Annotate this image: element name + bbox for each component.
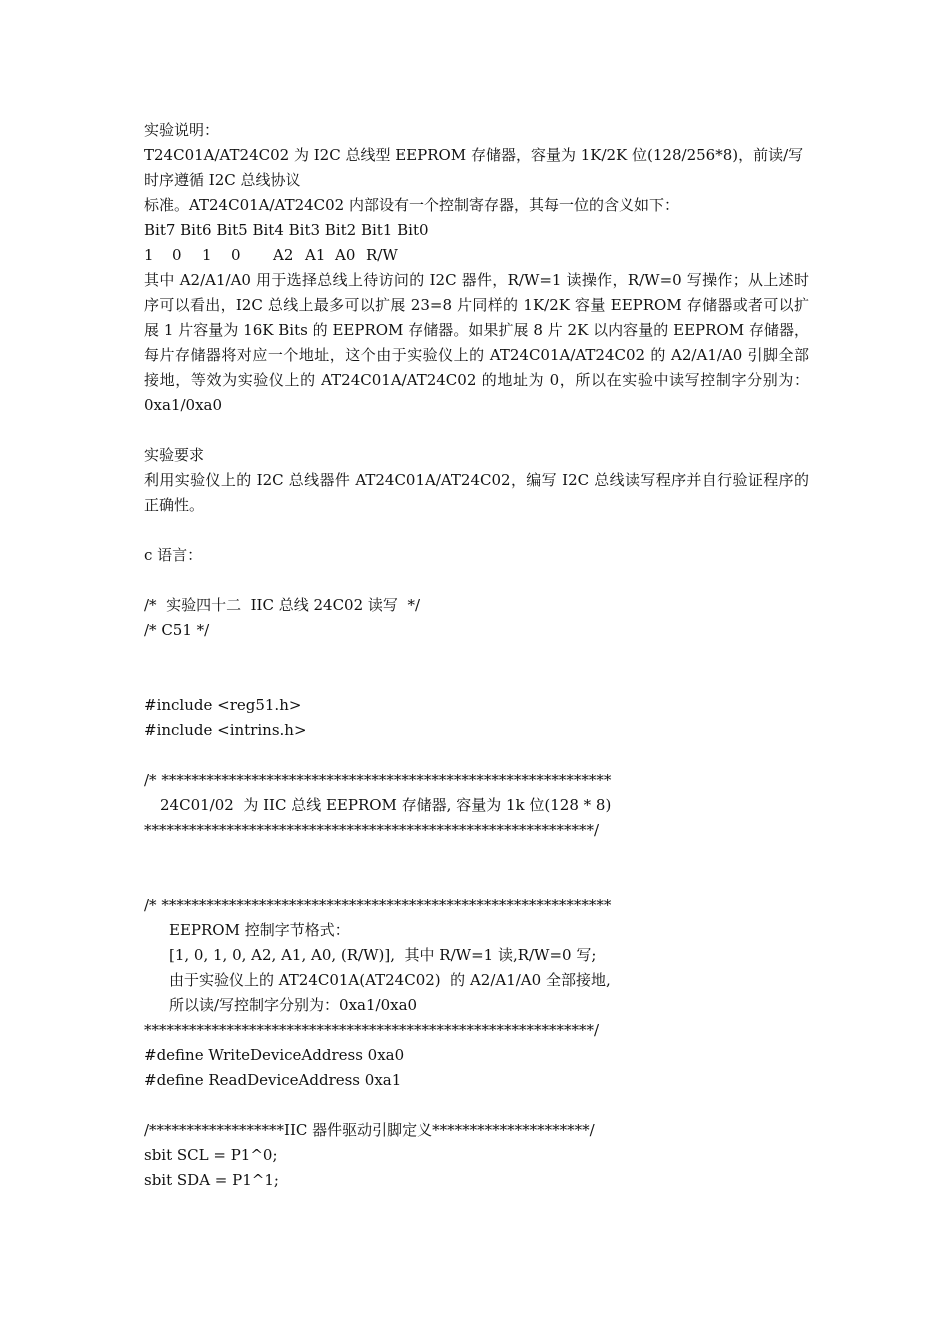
code-define-read-address: #define ReadDeviceAddress 0xa1	[144, 1071, 402, 1089]
code-block2-open: /* ************************************************************	[144, 896, 612, 914]
code-block1-close: ************************************************************/	[144, 821, 600, 839]
code-pin-comment: /******************IIC 器件驱动引脚定义*********************/	[144, 1121, 595, 1139]
bit-value-3: A2	[273, 246, 294, 264]
code-define-write-address: #define WriteDeviceAddress 0xa0	[144, 1046, 405, 1064]
document-content	[144, 118, 809, 1193]
intro-paragraph-line-2: 时序遵循 I2C 总线协议	[144, 171, 301, 189]
bit-value-4: 0	[231, 246, 241, 264]
bit-value-7: 1	[144, 246, 154, 264]
intro-paragraph-2: 标准。AT24C01A/AT24C02 内部设有一个控制寄存器，其每一位的含义如下：	[144, 196, 679, 214]
code-title-comment: /* 实验四十二 IIC 总线 24C02 读写 */	[144, 596, 420, 614]
bit-value-0: R/W	[366, 246, 398, 264]
code-sbit-scl: sbit SCL = P1^0;	[144, 1146, 278, 1164]
spacer	[144, 518, 809, 543]
spacer	[144, 643, 809, 693]
code-block2-line-2: [1, 0, 1, 0, A2, A1, A0, (R/W)], 其中 R/W=1 读,R/W=0 写;	[169, 946, 597, 964]
spacer	[144, 418, 809, 443]
bit-value-2: A1	[305, 246, 326, 264]
language-heading: c 语言：	[144, 546, 203, 564]
intro-paragraph-line-1: T24C01A/AT24C02 为 I2C 总线型 EEPROM 存储器，容量为 1K/2K 位(128/256*8)，前读/写	[144, 146, 804, 164]
spacer	[144, 1093, 809, 1118]
code-block2-line-4: 所以读/写控制字分别为：0xa1/0xa0	[169, 996, 418, 1014]
bit-value-5: 1	[202, 246, 212, 264]
code-include-reg51: #include <reg51.h>	[144, 696, 302, 714]
requirements-heading: 实验要求	[144, 446, 205, 464]
bit-value-6: 0	[172, 246, 182, 264]
code-block1-text: 24C01/02 为 IIC 总线 EEPROM 存储器, 容量为 1k 位(128 * 8)	[160, 796, 612, 814]
requirements-paragraph: 利用实验仪上的 I2C 总线器件 AT24C01A/AT24C02，编写 I2C 总线读写程序并自行验证程序的正确性。	[144, 471, 809, 514]
spacer	[144, 843, 809, 893]
code-block2-close: ************************************************************/	[144, 1021, 600, 1039]
spacer	[144, 568, 809, 593]
code-include-intrins: #include <intrins.h>	[144, 721, 307, 739]
code-c51-comment: /* C51 */	[144, 621, 210, 639]
bit-value-1: A0	[335, 246, 356, 264]
bit-header-row: Bit7 Bit6 Bit5 Bit4 Bit3 Bit2 Bit1 Bit0	[144, 221, 429, 239]
code-block2-line-3: 由于实验仪上的 AT24C01A(AT24C02) 的 A2/A1/A0 全部接地,	[169, 971, 611, 989]
intro-heading: 实验说明：	[144, 121, 220, 139]
code-sbit-sda: sbit SDA = P1^1;	[144, 1171, 279, 1189]
code-block1-open: /* ************************************************************	[144, 771, 612, 789]
intro-paragraph-3: 其中 A2/A1/A0 用于选择总线上待访问的 I2C 器件，R/W=1 读操作，R/W=0 写操作；从上述时序可以看出，I2C 总线上最多可以扩展 23=8 片同样的 1K/2K 容量 EEPROM 存储器或者可以扩展 1 片容量为 16K Bits 的 EEPROM 存储器。如果扩展 8 片 2K 以内容量的 EEPROM 存储器，每片存储器将对应一个地址，这个由于实验仪上的 AT24C01A/AT24C02 的 A2/A1/A0 引脚全部接地，等效为实验仪上的 AT24C01A/AT24C02 的地址为 0，所以在实验中读写控制字分别为：0xa1/0xa0	[144, 271, 809, 414]
bit-values-row	[144, 243, 809, 268]
code-block2-line-1: EEPROM 控制字节格式：	[169, 921, 350, 939]
spacer	[144, 743, 809, 768]
